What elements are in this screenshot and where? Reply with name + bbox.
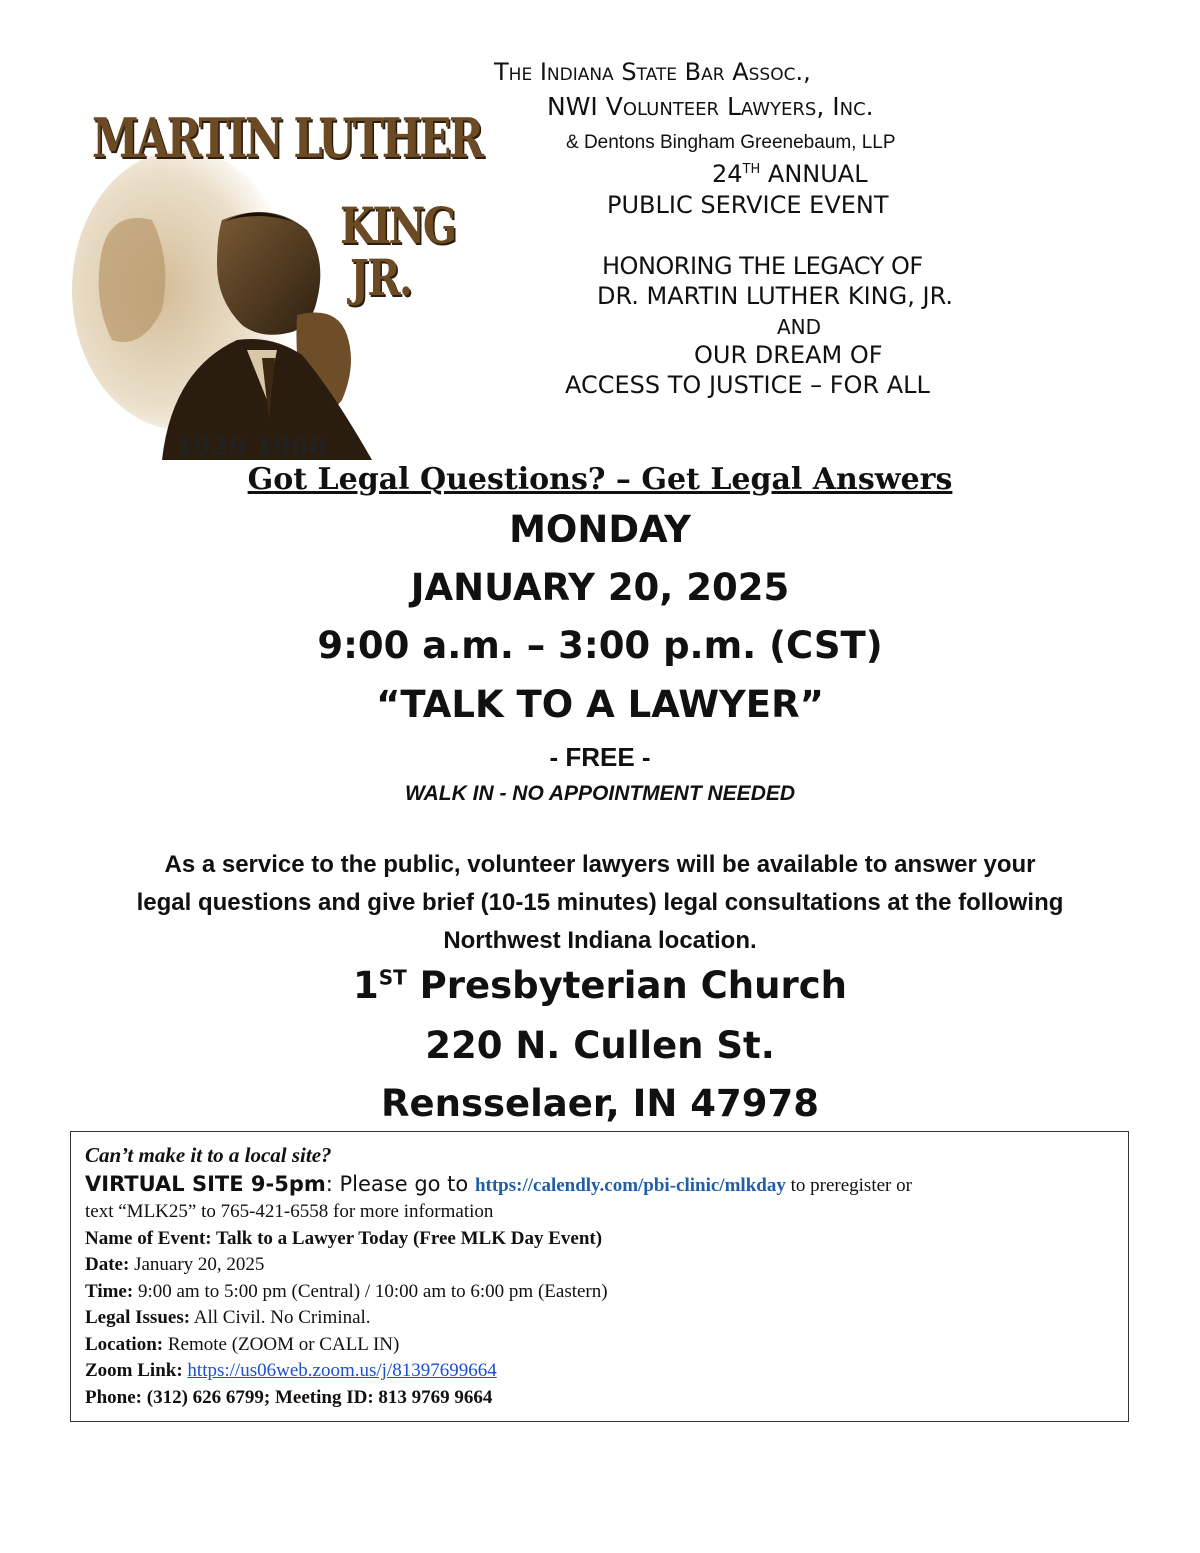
location-line — [85, 1332, 1114, 1359]
header-line-nwi: NWI Volunteer Lawyers, Inc. — [547, 92, 874, 121]
header-line-annual — [712, 160, 868, 188]
location-church — [0, 964, 1200, 1007]
logo-king: KING — [340, 196, 455, 255]
virtual-go-to: : Please go to — [325, 1171, 475, 1196]
event-time: 9:00 a.m. – 3:00 p.m. (CST) — [317, 624, 883, 667]
header-line-isba: The Indiana State Bar Assoc., — [494, 58, 811, 86]
logo-title: MARTIN LUTHER — [92, 106, 482, 170]
zoom-link[interactable]: https://us06web.zoom.us/j/81397699664 — [187, 1360, 497, 1381]
date-value: January 20, 2025 — [129, 1254, 265, 1275]
header-line-honoring: HONORING THE LEGACY OF — [602, 252, 923, 280]
location-street: 220 N. Cullen St. — [425, 1024, 775, 1067]
legal-questions-heading: Got Legal Questions? – Get Legal Answers — [247, 462, 953, 497]
virtual-site-label: VIRTUAL SITE 9-5pm — [85, 1171, 326, 1196]
talk-to-a-lawyer-title: “TALK TO A LAWYER” — [376, 683, 824, 726]
location-label: Location: — [85, 1333, 164, 1355]
legal-issues-label: Legal Issues: — [85, 1307, 191, 1328]
church-suffix: ST — [378, 965, 407, 990]
service-paragraph-line-1: As a service to the public, volunteer lawyers will be available to answer your — [164, 851, 1036, 878]
header-line-dr-king — [597, 282, 953, 310]
free-label: - FREE - — [549, 742, 651, 772]
dr-king-name: DR. MARTIN LUTHER KING, — [597, 282, 923, 310]
virtual-intro: Can’t make it to a local site? — [85, 1143, 332, 1167]
annual-word: ANNUAL — [760, 160, 868, 188]
date-label: Date: — [85, 1254, 130, 1275]
time-line — [85, 1279, 1114, 1306]
text-line: text “MLK25” to 765-421-6558 for more information — [85, 1201, 494, 1222]
annual-suffix: TH — [742, 162, 761, 177]
event-day: MONDAY — [509, 508, 691, 551]
logo-jr: JR. — [350, 248, 412, 307]
legal-issues-line — [85, 1305, 1114, 1332]
event-name-line: Name of Event: Talk to a Lawyer Today (Free MLK Day Event) — [85, 1227, 603, 1249]
location-city: Rensselaer, IN 47978 — [381, 1082, 819, 1125]
header-line-public-service: PUBLIC SERVICE EVENT — [607, 191, 889, 219]
church-number: 1 — [352, 964, 379, 1007]
logo-years: 1929 1968 — [176, 432, 327, 461]
date-line — [85, 1252, 1114, 1279]
zoom-line — [85, 1358, 1114, 1385]
event-date: JANUARY 20, 2025 — [410, 566, 790, 609]
annual-number: 24 — [712, 160, 743, 188]
header-line-access: ACCESS TO JUSTICE – FOR ALL — [565, 371, 930, 399]
phone-line: Phone: (312) 626 6799; Meeting ID: 813 9769 9664 — [85, 1386, 493, 1408]
time-label: Time: — [85, 1280, 134, 1302]
service-paragraph-line-3: Northwest Indiana location. — [443, 927, 757, 954]
time-value: 9:00 am to 5:00 pm (Central) / 10:00 am to 6:00 pm (Eastern) — [133, 1280, 608, 1302]
calendly-link[interactable]: https://calendly.com/pbi-clinic/mlkday — [474, 1174, 786, 1196]
zoom-label: Zoom Link: — [85, 1360, 188, 1381]
service-paragraph-line-2: legal questions and give brief (10-15 minutes) legal consultations at the following — [136, 889, 1064, 916]
legal-issues-value: All Civil. No Criminal. — [190, 1307, 371, 1328]
virtual-after-link: to preregister or — [785, 1174, 912, 1196]
virtual-site-box — [70, 1131, 1129, 1422]
church-name: Presbyterian Church — [406, 964, 848, 1007]
location-value: Remote (ZOOM or CALL IN) — [163, 1333, 400, 1355]
header-line-dentons: & Dentons Bingham Greenebaum, LLP — [566, 132, 896, 153]
walk-in-note: WALK IN - NO APPOINTMENT NEEDED — [404, 782, 796, 805]
header-line-and: AND — [777, 315, 822, 339]
dr-king-jr: JR. — [922, 282, 954, 310]
virtual-site-line — [85, 1171, 1114, 1200]
mlk-logo — [72, 100, 482, 461]
header-line-dream: OUR DREAM OF — [694, 341, 883, 369]
